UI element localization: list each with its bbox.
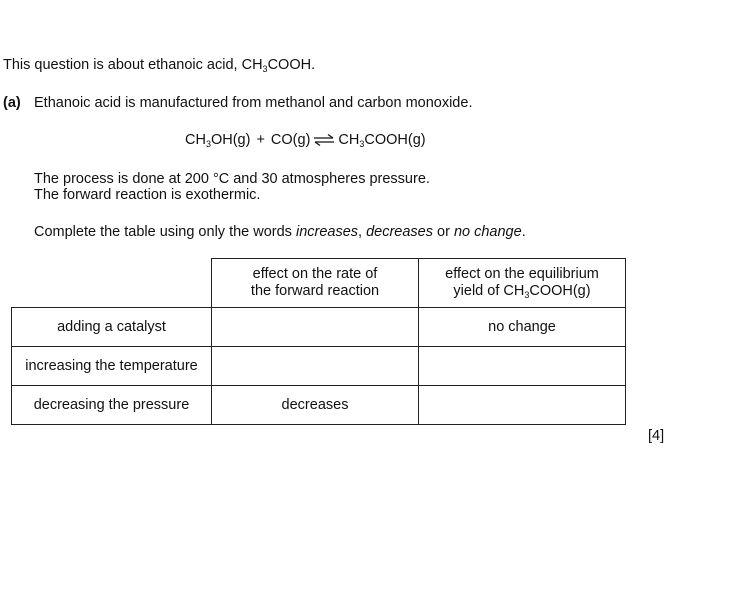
plus-sign: +	[256, 132, 265, 148]
header-blank-cell	[12, 259, 212, 308]
table-row	[12, 386, 626, 425]
rate-answer-cell[interactable]	[212, 308, 419, 347]
instruction-text: Complete the table using only the words increases, decreases or no change.	[34, 224, 526, 240]
condition-cell: decreasing the pressure	[12, 386, 212, 425]
intro-text: This question is about ethanoic acid, $CH_3COOH$.	[3, 57, 316, 74]
condition-line-2: The forward reaction is exothermic.	[34, 187, 261, 203]
rate-answer-cell[interactable]: decreases	[212, 386, 419, 425]
header-yield-cell: effect on the equilibrium yield of $CH_3COOH(g)$	[419, 259, 626, 308]
marks-label: [4]	[648, 428, 665, 444]
rate-answer-cell[interactable]	[212, 347, 419, 386]
question-text: Ethanoic acid is manufactured from methanol and carbon monoxide.	[34, 95, 473, 111]
equilibrium-arrow-icon	[313, 134, 335, 146]
question-label: (a)	[3, 95, 21, 111]
condition-line-1: The process is done at 200 °C and 30 atmospheres pressure.	[34, 171, 430, 187]
yield-answer-cell[interactable]: no change	[419, 308, 626, 347]
table-header-row	[12, 259, 626, 308]
results-table	[11, 258, 626, 425]
table-row	[12, 347, 626, 386]
reaction-equation: $CH_3OH(g) + CO(g)$ $CH_3COOH(g)$	[185, 132, 426, 149]
condition-cell: adding a catalyst	[12, 308, 212, 347]
yield-answer-cell[interactable]	[419, 347, 626, 386]
table-row	[12, 308, 626, 347]
header-rate-cell: effect on the rate of the forward reaction	[212, 259, 419, 308]
condition-cell: increasing the temperature	[12, 347, 212, 386]
yield-answer-cell[interactable]	[419, 386, 626, 425]
